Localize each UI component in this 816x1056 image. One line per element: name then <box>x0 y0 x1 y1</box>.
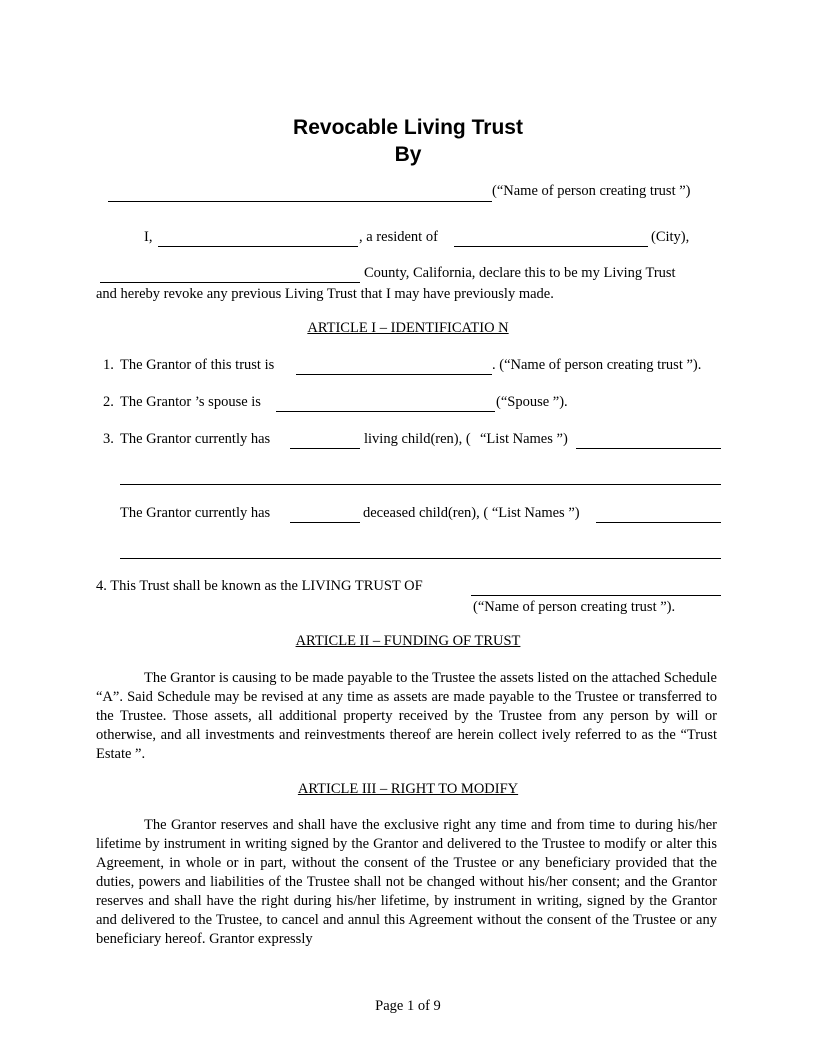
item-1-text: The Grantor of this trust is <box>120 357 275 373</box>
article-3-paragraph <box>96 816 717 949</box>
county-blank[interactable] <box>100 282 360 283</box>
resident-name-blank[interactable] <box>158 246 358 247</box>
item-3-number: 3. <box>103 431 114 447</box>
deceased-children-count-blank[interactable] <box>290 522 360 523</box>
grantor-name-blank[interactable] <box>108 201 492 202</box>
intro-i: I, <box>144 229 153 245</box>
item-1-number: 1. <box>103 357 114 373</box>
deceased-children-names-blank[interactable] <box>596 522 721 523</box>
article-1-heading: ARTICLE I – IDENTIFICATIO N <box>307 320 509 336</box>
living-children-names-blank-2[interactable] <box>120 484 721 485</box>
intro-resident-of: , a resident of <box>359 229 438 245</box>
article-3-text: The Grantor reserves and shall have the exclusive right any time and from time to during his/her lifetime by instrument in writing signed by the Grantor and delivered to the Trustee to modify or alter this Agreement, in whole or in part, without the consent of the Trustee or any beneficiary provided that the duties, powers and liabilities of the Trustee shall not be changed without his/her consent; and the Grantor reserves and shall have the right during his/her lifetime, by instrument in writing, signed by the Grantor and delivered to the Trustee, to cancel and annul this Agreement without the consent of the Trustee or any beneficiary hereof. Grantor expressly <box>96 817 717 947</box>
item-2-number: 2. <box>103 394 114 410</box>
article-2-heading: ARTICLE II – FUNDING OF TRUST <box>295 633 521 649</box>
intro-revoke-text: and hereby revoke any previous Living Trust that I may have previously made. <box>96 286 554 302</box>
item-3b-deceased: deceased child(ren), ( “List Names ”) <box>363 505 580 521</box>
item-2-text: The Grantor ’s spouse is <box>120 394 261 410</box>
city-blank[interactable] <box>454 246 648 247</box>
item-1-note: . (“Name of person creating trust ”). <box>492 357 702 373</box>
article-3-heading: ARTICLE III – RIGHT TO MODIFY <box>297 781 519 797</box>
page-number: Page 1 of 9 <box>375 998 441 1014</box>
living-trust-name-blank[interactable] <box>471 595 721 596</box>
intro-county-text: County, California, declare this to be my Living Trust <box>364 265 676 281</box>
item-2-note: (“Spouse ”). <box>496 394 568 410</box>
intro-city-label: (City), <box>651 229 690 245</box>
item-3b-text: The Grantor currently has <box>120 505 271 521</box>
living-children-count-blank[interactable] <box>290 448 360 449</box>
item-3-living: living child(ren), ( <box>364 431 471 447</box>
article-2-text: The Grantor is causing to be made payable to the Trustee the assets listed on the attached Schedule “A”. Said Schedule may be revised at any time as assets are made payable to the Trustee or transferred to the Trustee. Those assets, all additional property received by the Trustee from any person by will or otherwise, and all investments and reinvestments thereof are herein collect ively referred to as the “Trust Estate ”. <box>96 670 717 762</box>
grantor-name-note: (“Name of person creating trust ”) <box>492 183 691 199</box>
living-children-names-blank[interactable] <box>576 448 721 449</box>
document-title-by: By <box>394 143 422 166</box>
item-4-note: (“Name of person creating trust ”). <box>473 599 676 615</box>
article-2-paragraph <box>96 669 717 764</box>
spouse-blank[interactable] <box>276 411 495 412</box>
item-3-list-names: “List Names ”) <box>480 431 568 447</box>
item-4-text: 4. This Trust shall be known as the LIVING TRUST OF <box>96 578 423 594</box>
document-title: Revocable Living Trust <box>293 116 523 139</box>
grantor-blank[interactable] <box>296 374 492 375</box>
item-3-text: The Grantor currently has <box>120 431 271 447</box>
deceased-children-names-blank-2[interactable] <box>120 558 721 559</box>
